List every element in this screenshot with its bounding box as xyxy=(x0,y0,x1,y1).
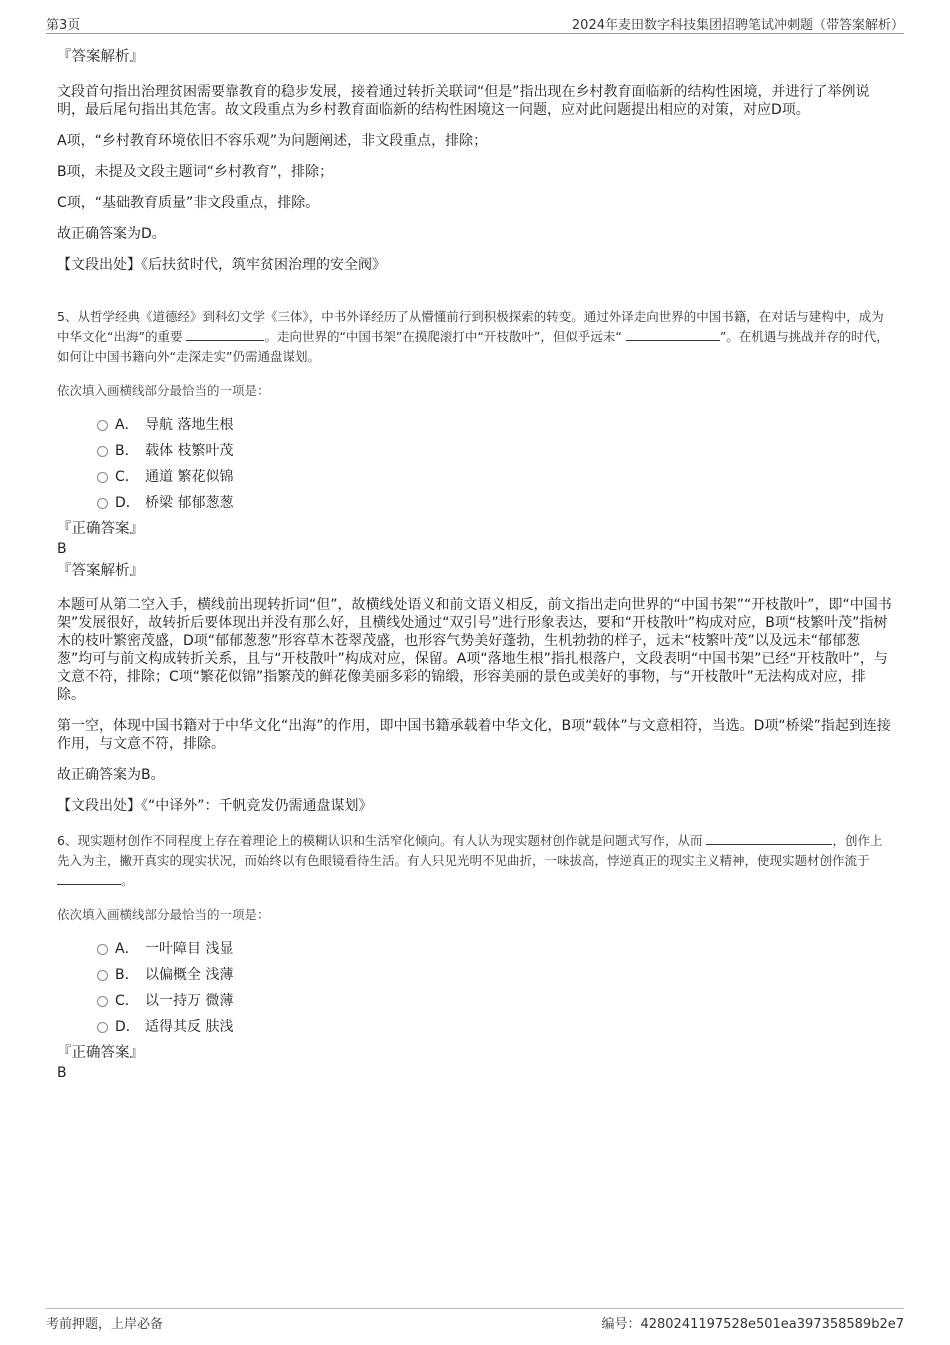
option-a[interactable]: A． 一叶障目 浅显 xyxy=(57,936,893,962)
answer-statement: 故正确答案为D。 xyxy=(57,226,166,242)
radio-button[interactable] xyxy=(97,498,108,509)
option-c[interactable]: C． 以一持万 微薄 xyxy=(57,988,893,1014)
option-b[interactable]: B． 载体 枝繁叶茂 xyxy=(57,438,893,464)
page-footer xyxy=(46,1313,904,1333)
source-citation: 【文段出处】《“中译外”：千帆竞发仍需通盘谋划》 xyxy=(57,798,373,814)
analysis-paragraph: 第一空，体现中国书籍对于中华文化“出海”的作用，即中国书籍承载着中华文化，B项“载体”与文意相符，当选。D项“桥梁”指起到连接作用，与文意不符，排除。 xyxy=(57,718,891,752)
option-c[interactable]: C． 通道 繁花似锦 xyxy=(57,464,893,490)
correct-answer: B xyxy=(57,541,67,557)
fill-blank xyxy=(706,831,832,845)
radio-button[interactable] xyxy=(97,1022,108,1033)
radio-button[interactable] xyxy=(97,944,108,955)
document-title: 2024年麦田数字科技集团招聘笔试冲刺题（带答案解析） xyxy=(571,18,904,33)
analysis-paragraph: A项，“乡村教育环境依旧不容乐观”为问题阐述，非文段重点，排除； xyxy=(57,133,488,149)
correct-answer: B xyxy=(57,1065,67,1081)
header-divider xyxy=(46,33,904,34)
page-number: 第3页 xyxy=(46,18,81,33)
option-d[interactable]: D． 适得其反 肤浅 xyxy=(57,1014,893,1040)
fill-blank xyxy=(57,871,121,885)
footer-slogan: 考前押题，上岸必备 xyxy=(46,1317,164,1332)
question-prompt: 依次填入画横线部分最恰当的一项是： xyxy=(57,907,270,922)
radio-button[interactable] xyxy=(97,970,108,981)
footer-divider xyxy=(46,1308,904,1309)
radio-button[interactable] xyxy=(97,446,108,457)
analysis-paragraph: 文段首句指出治理贫困需要靠教育的稳步发展，接着通过转折关联词“但是”指出现在乡村教育面临新的结构性困境，并进行了举例说明，最后尾句指出其危害。故文段重点为乡村教育面临新的结构性困境这一问题，应对此问题提出相应的对策，对应D项。 xyxy=(57,84,870,118)
page-header xyxy=(46,14,904,34)
analysis-tag: 『答案解析』 xyxy=(57,49,144,65)
correct-answer-tag: 『正确答案』 xyxy=(57,521,144,537)
radio-button[interactable] xyxy=(97,996,108,1007)
analysis-paragraph: C项，“基础教育质量”非文段重点，排除。 xyxy=(57,195,320,211)
source-citation: 【文段出处】《后扶贫时代，筑牢贫困治理的安全阀》 xyxy=(57,257,386,273)
option-list xyxy=(57,936,893,1040)
fill-blank xyxy=(626,327,720,341)
radio-button[interactable] xyxy=(97,472,108,483)
correct-answer-tag: 『正确答案』 xyxy=(57,1045,144,1061)
option-b[interactable]: B． 以偏概全 浅薄 xyxy=(57,962,893,988)
analysis-paragraph: 本题可从第二空入手，横线前出现转折词“但”，故横线处语义和前文语义相反，前文指出走向世界的“中国书架”“开枝散叶”，即“中国书架”发展很好，故转折后要体现出并没有那么好，且横线处通过“双引号”进行形象表达，要和“开枝散叶”构成对应，B项“枝繁叶茂”指树木的枝叶繁密茂盛，D项“郁郁葱葱”形容草木苍翠茂盛，也形容气势美好蓬勃，生机勃勃的样子，远未“枝繁叶茂”以及远未“郁郁葱葱”均可与前文构成转折关系，且与“开枝散叶”构成对应，保留。A项“落地生根”指扎根落户，文段表明“中国书架”已经“开枝散叶”，与文意不符，排除；C项“繁花似锦”指繁茂的鲜花像美丽多彩的锦缎，形容美丽的景色或美好的事物，与“开枝散叶”无法构成对应，排除。 xyxy=(57,597,892,703)
option-d[interactable]: D． 桥梁 郁郁葱葱 xyxy=(57,490,893,516)
question-stem: 6、现实题材创作不同程度上存在着理论上的模糊认识和生活窄化倾向。有人认为现实题材创作就是问题式写作，从而 ，创作上先入为主，撇开真实的现实状况，而始终以有色眼镜看待生活。有人只见光明不见曲折，一味拔高，悖逆真正的现实主义精神，使现实题材创作流于 。 xyxy=(57,833,883,888)
radio-button[interactable] xyxy=(97,420,108,431)
analysis-tag: 『答案解析』 xyxy=(57,563,144,579)
option-a[interactable]: A． 导航 落地生根 xyxy=(57,412,893,438)
question-stem: 5、从哲学经典《道德经》到科幻文学《三体》，中书外译经历了从懵懂前行到积极探索的转变。通过外译走向世界的中国书籍，在对话与建构中，成为中华文化“出海”的重要 。走向世界的“中国书架”在摸爬滚打中“开枝散叶”，但似乎远未“ ”。在机遇与挑战并存的时代，如何让中国书籍向外“走深走实”仍需通盘谋划。 xyxy=(57,309,889,364)
answer-statement: 故正确答案为B。 xyxy=(57,767,165,783)
document-id: 编号：4280241197528e501ea397358589b2e7 xyxy=(601,1317,904,1332)
analysis-paragraph: B项，未提及文段主题词“乡村教育”，排除； xyxy=(57,164,334,180)
fill-blank xyxy=(186,327,264,341)
document-body xyxy=(57,44,893,1082)
question-prompt: 依次填入画横线部分最恰当的一项是： xyxy=(57,383,270,398)
option-list xyxy=(57,412,893,516)
